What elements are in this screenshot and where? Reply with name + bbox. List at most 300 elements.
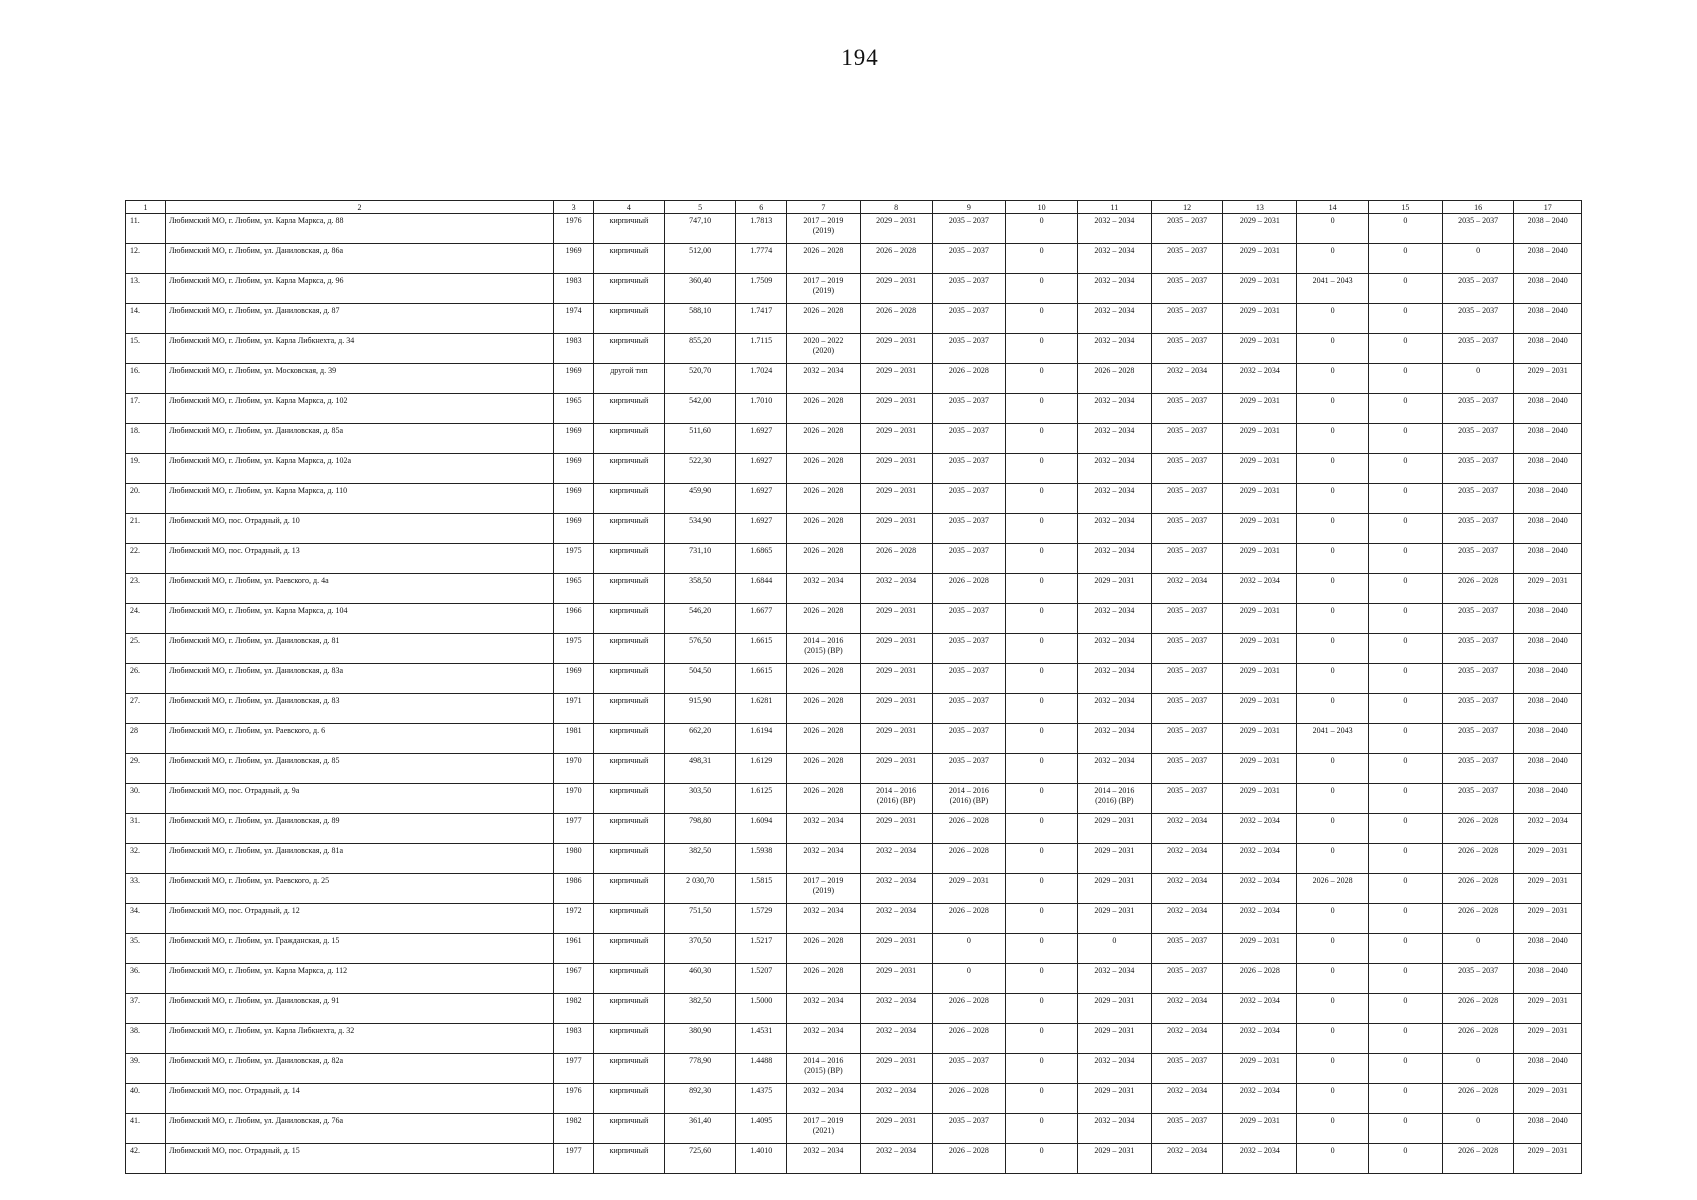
period-cell-7 [787, 1114, 861, 1144]
period-cell-17 [1514, 394, 1582, 424]
period-cell-11-text: 2014 – 2016 [1094, 786, 1135, 795]
period-cell-13-text: 2029 – 2031 [1239, 606, 1280, 615]
material-cell [594, 1054, 665, 1084]
period-cell-14-text: 0 [1330, 1026, 1335, 1035]
period-cell-17 [1514, 334, 1582, 364]
period-cell-7-text: 2026 – 2028 [803, 696, 844, 705]
area-cell [664, 934, 736, 964]
table-row [126, 274, 1582, 304]
period-cell-9 [932, 574, 1006, 604]
period-cell-8 [860, 304, 932, 334]
period-cell-14-text: 0 [1330, 546, 1335, 555]
period-cell-11 [1077, 244, 1151, 274]
value-cell-10-text: 0 [1039, 1026, 1044, 1035]
table-row [126, 844, 1582, 874]
period-cell-17-text: 2038 – 2040 [1527, 516, 1568, 525]
value-cell-15-text: 0 [1403, 906, 1408, 915]
period-cell-8-text: 2029 – 2031 [876, 486, 917, 495]
period-cell-12 [1151, 544, 1223, 574]
table-row [126, 934, 1582, 964]
value-cell-15-text: 0 [1403, 396, 1408, 405]
period-cell-14-text: 0 [1330, 336, 1335, 345]
period-cell-14-text: 0 [1330, 606, 1335, 615]
period-cell-16-text: 2035 – 2037 [1458, 666, 1499, 675]
material-cell [594, 364, 665, 394]
period-cell-16 [1442, 1054, 1514, 1084]
period-cell-12-text: 2035 – 2037 [1167, 756, 1208, 765]
period-cell-12-text: 2035 – 2037 [1167, 336, 1208, 345]
housing-schedule-table [125, 200, 1582, 1174]
address-cell [166, 604, 554, 634]
period-cell-8 [860, 394, 932, 424]
year-cell-text: 1966 [565, 606, 582, 615]
index-cell [736, 784, 787, 814]
period-cell-17-text: 2038 – 2040 [1527, 1116, 1568, 1125]
period-cell-11 [1077, 784, 1151, 814]
material-cell-text: кирпичный [609, 276, 649, 285]
period-cell-8 [860, 484, 932, 514]
period-cell-13 [1223, 334, 1297, 364]
row-number-text: 30. [130, 786, 140, 795]
row-number-text: 39. [130, 1056, 140, 1065]
index-cell-text: 1.5938 [750, 846, 773, 855]
year-cell [554, 304, 594, 334]
value-cell-10 [1006, 664, 1078, 694]
period-cell-8-text: 2029 – 2031 [876, 456, 917, 465]
period-cell-13 [1223, 754, 1297, 784]
material-cell-text: кирпичный [609, 1116, 649, 1125]
period-cell-17-text: 2038 – 2040 [1527, 246, 1568, 255]
row-number-text: 33. [130, 876, 140, 885]
row-number [126, 814, 166, 844]
value-cell-15 [1368, 694, 1442, 724]
period-cell-14-text: 0 [1330, 696, 1335, 705]
period-cell-7-text: 2026 – 2028 [803, 486, 844, 495]
value-cell-15 [1368, 904, 1442, 934]
column-header: 10 [1006, 201, 1078, 214]
address-cell [166, 694, 554, 724]
period-cell-13-text: 2029 – 2031 [1239, 516, 1280, 525]
period-cell-13-text: 2029 – 2031 [1239, 786, 1280, 795]
period-cell-12-text: 2035 – 2037 [1167, 486, 1208, 495]
material-cell-text: кирпичный [609, 1056, 649, 1065]
period-cell-12 [1151, 1024, 1223, 1054]
period-cell-14-text: 0 [1330, 366, 1335, 375]
value-cell-15-text: 0 [1403, 486, 1408, 495]
table-row [126, 1114, 1582, 1144]
period-cell-13-text: 2029 – 2031 [1239, 276, 1280, 285]
index-cell-text: 1.7813 [750, 216, 773, 225]
period-cell-14-text: 2041 – 2043 [1312, 726, 1353, 735]
value-cell-10-text: 0 [1039, 936, 1044, 945]
period-cell-13-text: 2032 – 2034 [1239, 996, 1280, 1005]
period-cell-11-text: 2032 – 2034 [1094, 216, 1135, 225]
value-cell-15-text: 0 [1403, 366, 1408, 375]
period-cell-9 [932, 1054, 1006, 1084]
period-cell-16-text: 2035 – 2037 [1458, 606, 1499, 615]
period-cell-13-text: 2032 – 2034 [1239, 876, 1280, 885]
value-cell-10 [1006, 574, 1078, 604]
address-cell [166, 1144, 554, 1174]
value-cell-10-text: 0 [1039, 486, 1044, 495]
period-cell-8 [860, 274, 932, 304]
period-cell-16-text: 2035 – 2037 [1458, 546, 1499, 555]
index-cell-text: 1.6844 [750, 576, 773, 585]
address-cell [166, 484, 554, 514]
value-cell-15 [1368, 394, 1442, 424]
period-cell-11-text: 2029 – 2031 [1094, 996, 1135, 1005]
period-cell-17-text: 2038 – 2040 [1527, 666, 1568, 675]
material-cell-text: кирпичный [609, 756, 649, 765]
period-cell-11-text: 2032 – 2034 [1094, 606, 1135, 615]
period-cell-16 [1442, 244, 1514, 274]
period-cell-9-text: 2035 – 2037 [948, 276, 989, 285]
period-cell-7 [787, 874, 861, 904]
row-number [126, 934, 166, 964]
period-cell-17-text: 2038 – 2040 [1527, 966, 1568, 975]
period-cell-16-text: 2035 – 2037 [1458, 456, 1499, 465]
index-cell [736, 244, 787, 274]
period-cell-16-text: 2035 – 2037 [1458, 726, 1499, 735]
period-cell-12-text: 2035 – 2037 [1167, 1056, 1208, 1065]
year-cell [554, 274, 594, 304]
period-cell-11 [1077, 1084, 1151, 1114]
area-cell [664, 664, 736, 694]
year-cell-text: 1970 [565, 786, 582, 795]
area-cell [664, 394, 736, 424]
period-cell-7 [787, 994, 861, 1024]
value-cell-10 [1006, 604, 1078, 634]
period-cell-8-text: 2029 – 2031 [876, 726, 917, 735]
address-cell-text: Любимский МО, пос. Отрадный, д. 9а [169, 786, 300, 795]
material-cell-text: кирпичный [609, 306, 649, 315]
period-cell-16 [1442, 904, 1514, 934]
value-cell-15 [1368, 514, 1442, 544]
area-cell [664, 1024, 736, 1054]
value-cell-15-text: 0 [1403, 246, 1408, 255]
period-cell-16-text: 2026 – 2028 [1458, 1146, 1499, 1155]
address-cell [166, 784, 554, 814]
index-cell [736, 214, 787, 244]
period-cell-14-text: 0 [1330, 306, 1335, 315]
material-cell [594, 874, 665, 904]
column-header: 4 [594, 201, 665, 214]
period-cell-17-text: 2038 – 2040 [1527, 426, 1568, 435]
period-cell-13 [1223, 214, 1297, 244]
period-cell-14-text: 0 [1330, 996, 1335, 1005]
period-cell-13 [1223, 694, 1297, 724]
period-cell-8-text: 2029 – 2031 [876, 636, 917, 645]
value-cell-15 [1368, 544, 1442, 574]
period-cell-17-text: 2038 – 2040 [1527, 276, 1568, 285]
index-cell-text: 1.4010 [750, 1146, 773, 1155]
period-cell-9-text: 2035 – 2037 [948, 666, 989, 675]
period-cell-14-text: 0 [1330, 1056, 1335, 1065]
material-cell-text: кирпичный [609, 456, 649, 465]
address-cell-text: Любимский МО, г. Любим, ул. Карла Маркса, д. 96 [169, 276, 344, 285]
area-cell-text: 915,90 [689, 696, 712, 705]
value-cell-15-text: 0 [1403, 1026, 1408, 1035]
material-cell [594, 1084, 665, 1114]
year-cell-text: 1969 [565, 246, 582, 255]
period-cell-11 [1077, 484, 1151, 514]
period-cell-11-text: 2032 – 2034 [1094, 336, 1135, 345]
index-cell-text: 1.6615 [750, 666, 773, 675]
value-cell-10 [1006, 634, 1078, 664]
address-cell-text: Любимский МО, г. Любим, ул. Карла Маркса, д. 112 [169, 966, 348, 975]
period-cell-14-text: 0 [1330, 396, 1335, 405]
period-cell-17 [1514, 214, 1582, 244]
area-cell [664, 604, 736, 634]
table-row [126, 334, 1582, 364]
table-row [126, 904, 1582, 934]
value-cell-10-text: 0 [1039, 666, 1044, 675]
value-cell-10 [1006, 334, 1078, 364]
value-cell-15 [1368, 934, 1442, 964]
table-row [126, 874, 1582, 904]
period-cell-14 [1297, 634, 1369, 664]
value-cell-10 [1006, 544, 1078, 574]
index-cell-text: 1.6927 [750, 456, 773, 465]
address-cell [166, 364, 554, 394]
period-cell-13-text: 2029 – 2031 [1239, 1056, 1280, 1065]
period-cell-12-text: 2035 – 2037 [1167, 456, 1208, 465]
index-cell-text: 1.4488 [750, 1056, 773, 1065]
period-cell-7-text: 2017 – 2019 [803, 216, 844, 225]
period-cell-11-text: 2029 – 2031 [1094, 876, 1135, 885]
area-cell [664, 1084, 736, 1114]
index-cell [736, 694, 787, 724]
value-cell-10 [1006, 814, 1078, 844]
period-cell-16-text: 2035 – 2037 [1458, 786, 1499, 795]
year-cell [554, 844, 594, 874]
year-cell [554, 814, 594, 844]
period-cell-8 [860, 994, 932, 1024]
index-cell [736, 574, 787, 604]
period-cell-16-text: 2035 – 2037 [1458, 966, 1499, 975]
value-cell-15 [1368, 454, 1442, 484]
period-cell-13-text: 2029 – 2031 [1239, 456, 1280, 465]
period-cell-7 [787, 964, 861, 994]
year-cell-text: 1970 [565, 756, 582, 765]
period-cell-9 [932, 544, 1006, 574]
period-cell-16 [1442, 1114, 1514, 1144]
table-row [126, 814, 1582, 844]
material-cell [594, 994, 665, 1024]
index-cell-text: 1.6094 [750, 816, 773, 825]
column-header: 6 [736, 201, 787, 214]
period-cell-12-text: 2035 – 2037 [1167, 696, 1208, 705]
period-cell-17 [1514, 484, 1582, 514]
period-cell-8-text: 2032 – 2034 [876, 576, 917, 585]
period-cell-9 [932, 484, 1006, 514]
material-cell [594, 454, 665, 484]
period-cell-7 [787, 424, 861, 454]
period-cell-9 [932, 1084, 1006, 1114]
period-cell-11 [1077, 1114, 1151, 1144]
period-cell-8-text: 2029 – 2031 [876, 336, 917, 345]
row-number-text: 26. [130, 666, 140, 675]
material-cell-text: кирпичный [609, 786, 649, 795]
period-cell-16-text: 2035 – 2037 [1458, 216, 1499, 225]
material-cell-text: кирпичный [609, 216, 649, 225]
period-cell-13 [1223, 664, 1297, 694]
period-cell-16 [1442, 814, 1514, 844]
period-cell-7-text: 2014 – 2016 [803, 636, 844, 645]
year-cell [554, 1054, 594, 1084]
period-cell-8 [860, 844, 932, 874]
row-number-text: 12. [130, 246, 140, 255]
column-header: 11 [1077, 201, 1151, 214]
table-row [126, 634, 1582, 664]
value-cell-15 [1368, 1024, 1442, 1054]
period-cell-9 [932, 784, 1006, 814]
period-cell-14-text: 0 [1330, 426, 1335, 435]
period-cell-11 [1077, 574, 1151, 604]
period-cell-7 [787, 664, 861, 694]
period-cell-9-text: 2026 – 2028 [948, 576, 989, 585]
material-cell [594, 244, 665, 274]
period-cell-12-text: 2032 – 2034 [1167, 1026, 1208, 1035]
period-cell-13-text: 2029 – 2031 [1239, 246, 1280, 255]
value-cell-10 [1006, 1084, 1078, 1114]
period-cell-11-text: 2032 – 2034 [1094, 756, 1135, 765]
period-cell-11-text: 2032 – 2034 [1094, 726, 1135, 735]
table-body [126, 214, 1582, 1174]
value-cell-10 [1006, 694, 1078, 724]
row-number-text: 42. [130, 1146, 140, 1155]
year-cell [554, 484, 594, 514]
area-cell-text: 725,60 [689, 1146, 712, 1155]
period-cell-11 [1077, 334, 1151, 364]
address-cell-text: Любимский МО, г. Любим, ул. Даниловская, д. 81 [169, 636, 340, 645]
period-cell-13-text: 2029 – 2031 [1239, 756, 1280, 765]
index-cell [736, 604, 787, 634]
period-cell-17-text: 2032 – 2034 [1527, 816, 1568, 825]
value-cell-10 [1006, 274, 1078, 304]
period-cell-7-text: 2032 – 2034 [803, 846, 844, 855]
area-cell-text: 370,50 [689, 936, 712, 945]
value-cell-10-text: 0 [1039, 276, 1044, 285]
period-cell-13 [1223, 904, 1297, 934]
period-cell-13 [1223, 1084, 1297, 1114]
area-cell [664, 1114, 736, 1144]
period-cell-17 [1514, 574, 1582, 604]
row-number-text: 17. [130, 396, 140, 405]
year-cell-text: 1982 [565, 996, 582, 1005]
row-number [126, 544, 166, 574]
period-cell-7 [787, 754, 861, 784]
row-number [126, 604, 166, 634]
period-cell-14-text: 0 [1330, 846, 1335, 855]
period-cell-12-text: 2035 – 2037 [1167, 606, 1208, 615]
area-cell-text: 662,20 [689, 726, 712, 735]
period-cell-17-text: 2029 – 2031 [1527, 846, 1568, 855]
address-cell-text: Любимский МО, г. Любим, ул. Карла Маркса, д. 104 [169, 606, 348, 615]
address-cell-text: Любимский МО, г. Любим, ул. Даниловская, д. 82а [169, 1056, 344, 1065]
row-number-text: 16. [130, 366, 140, 375]
value-cell-10-text: 0 [1039, 696, 1044, 705]
period-cell-8-text: 2026 – 2028 [876, 246, 917, 255]
period-cell-7-text: 2026 – 2028 [803, 246, 844, 255]
period-cell-14 [1297, 1084, 1369, 1114]
period-cell-9 [932, 1114, 1006, 1144]
table-row [126, 604, 1582, 634]
period-cell-14 [1297, 934, 1369, 964]
period-cell-8 [860, 424, 932, 454]
index-cell [736, 334, 787, 364]
value-cell-10 [1006, 904, 1078, 934]
period-cell-13-text: 2029 – 2031 [1239, 636, 1280, 645]
period-cell-16 [1442, 874, 1514, 904]
period-cell-17 [1514, 1054, 1582, 1084]
value-cell-15-text: 0 [1403, 726, 1408, 735]
address-cell [166, 724, 554, 754]
period-cell-7-text: 2014 – 2016 [803, 1056, 844, 1065]
area-cell-text: 751,50 [689, 906, 712, 915]
period-cell-9 [932, 844, 1006, 874]
period-cell-12 [1151, 784, 1223, 814]
period-cell-13 [1223, 454, 1297, 484]
value-cell-15 [1368, 574, 1442, 604]
period-cell-12 [1151, 304, 1223, 334]
period-cell-9-text: 2026 – 2028 [948, 906, 989, 915]
year-cell-text: 1977 [565, 1056, 582, 1065]
period-cell-12-text: 2032 – 2034 [1167, 576, 1208, 585]
table-row [126, 454, 1582, 484]
material-cell-text: кирпичный [609, 396, 649, 405]
period-cell-14 [1297, 514, 1369, 544]
year-cell-text: 1969 [565, 426, 582, 435]
period-cell-8-text: 2032 – 2034 [876, 1146, 917, 1155]
row-number [126, 874, 166, 904]
period-cell-13-text: 2026 – 2028 [1239, 966, 1280, 975]
period-cell-17-text: 2038 – 2040 [1527, 726, 1568, 735]
period-cell-13 [1223, 544, 1297, 574]
material-cell-text: кирпичный [609, 696, 649, 705]
row-number-text: 14. [130, 306, 140, 315]
period-cell-13 [1223, 1054, 1297, 1084]
period-cell-7 [787, 934, 861, 964]
index-cell [736, 514, 787, 544]
column-header: 12 [1151, 201, 1223, 214]
period-cell-7 [787, 214, 861, 244]
period-cell-14 [1297, 244, 1369, 274]
address-cell [166, 424, 554, 454]
area-cell [664, 874, 736, 904]
index-cell [736, 544, 787, 574]
period-cell-12-text: 2035 – 2037 [1167, 426, 1208, 435]
address-cell-text: Любимский МО, г. Любим, ул. Раевского, д. 6 [169, 726, 326, 735]
material-cell-text: кирпичный [609, 996, 649, 1005]
table-row [126, 544, 1582, 574]
value-cell-10-text: 0 [1039, 1086, 1044, 1095]
year-cell [554, 1084, 594, 1114]
material-cell-text: кирпичный [609, 426, 649, 435]
period-cell-12-text: 2032 – 2034 [1167, 846, 1208, 855]
period-cell-12 [1151, 1054, 1223, 1084]
year-cell-text: 1974 [565, 306, 582, 315]
period-cell-12 [1151, 724, 1223, 754]
period-cell-9-text: 2026 – 2028 [948, 1146, 989, 1155]
period-cell-9 [932, 874, 1006, 904]
period-cell-7 [787, 784, 861, 814]
index-cell [736, 874, 787, 904]
year-cell-text: 1969 [565, 666, 582, 675]
period-cell-14 [1297, 1054, 1369, 1084]
address-cell [166, 454, 554, 484]
period-cell-14 [1297, 484, 1369, 514]
